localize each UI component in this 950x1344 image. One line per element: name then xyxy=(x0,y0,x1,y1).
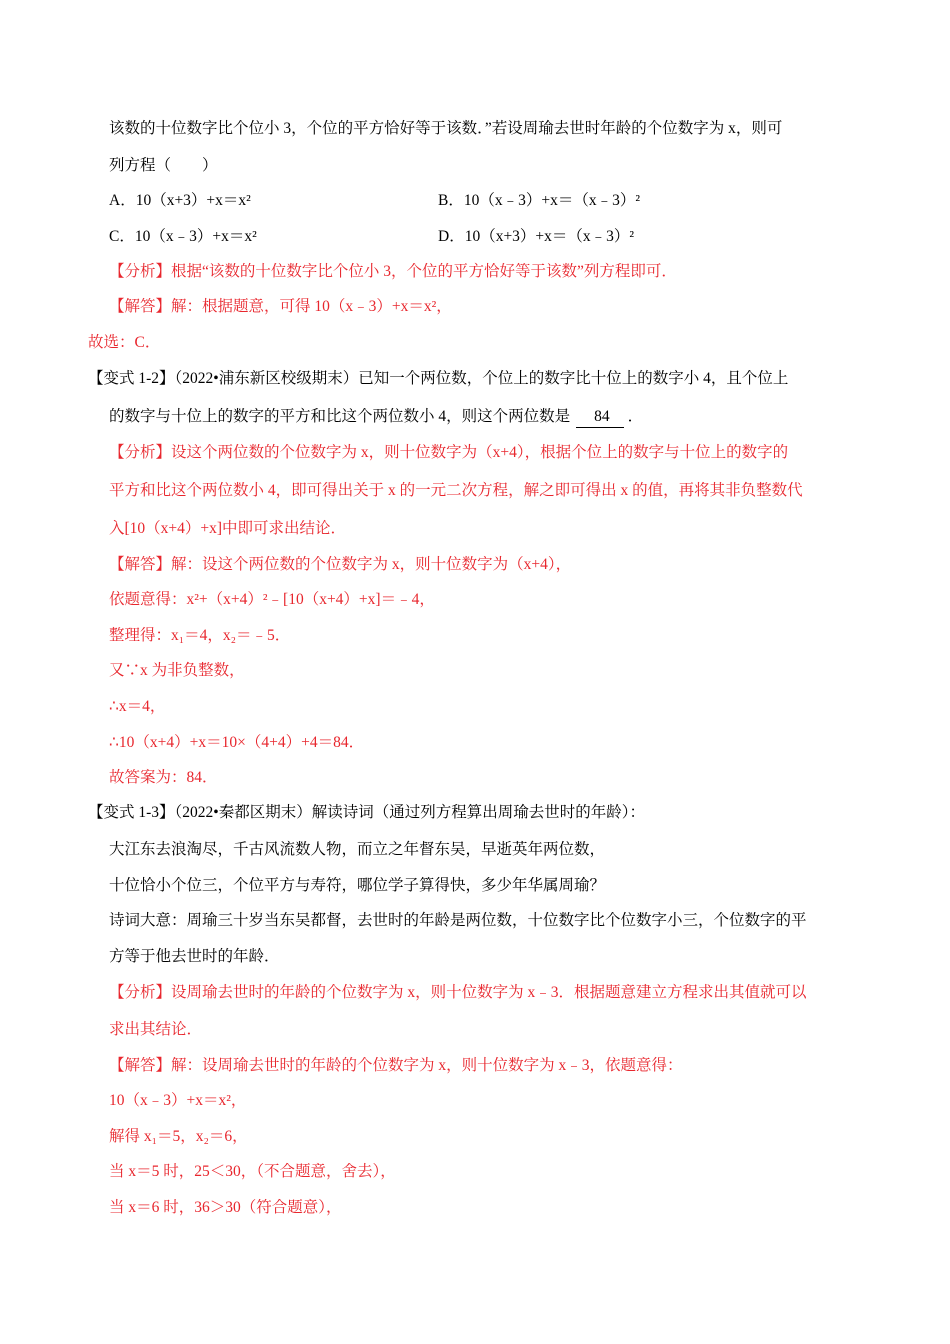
v13-analysis-line2: 求出其结论． xyxy=(109,1021,203,1038)
v12-stem-end: ． xyxy=(627,408,644,425)
q1-choice: 故选：C． xyxy=(88,334,161,351)
q1-analysis: 【分析】根据“该数的十位数字比个位小 3，个位的平方恰好等于该数”列方程即可． xyxy=(109,263,677,280)
v12-stem-line1: 【变式 1-2】（2022•浦东新区校级期末）已知一个两位数，个位上的数字比十位上的数字小 4，且个位上 xyxy=(88,370,789,387)
v12-answer-blank: 84 xyxy=(576,407,624,428)
v12-solution-line2: 依题意得：x²+（x+4）²﹣[10（x+4）+x]＝﹣4， xyxy=(109,591,435,608)
v13-poem-line1: 大江东去浪淘尽，千古风流数人物，而立之年督东吴，早逝英年两位数， xyxy=(109,841,606,858)
option-b: B．10（x﹣3）+x＝（x﹣3）² xyxy=(438,192,640,209)
q1-stem-line2: 列方程（ ） xyxy=(109,157,218,174)
v12-solution-line7: 故答案为：84． xyxy=(109,769,218,786)
v12-analysis-line3: 入[10（x+4）+x]中即可求出结论． xyxy=(109,520,347,537)
v13-meaning-line1: 诗词大意：周瑜三十岁当东吴都督，去世时的年龄是两位数，十位数字比个位数字小三，个位数字的平 xyxy=(109,912,807,929)
q1-stem-line1: 该数的十位数字比个位小 3，个位的平方恰好等于该数．”若设周瑜去世时年龄的个位数字为 x，则可 xyxy=(109,120,783,137)
v13-solution-line5: 当 x＝6 时，36＞30（符合题意）， xyxy=(109,1199,342,1216)
v12-solution-line1: 【解答】解：设这个两位数的个位数字为 x，则十位数字为（x+4）， xyxy=(109,556,572,573)
option-d: D．10（x+3）+x＝（x﹣3）² xyxy=(438,228,635,245)
v12-stem-text: 的数字与十位上的数字的平方和比这个两位数小 4，则这个两位数是 xyxy=(109,408,571,425)
v13-stem: 【变式 1-3】（2022•秦都区期末）解读诗词（通过列方程算出周瑜去世时的年龄）： xyxy=(88,804,645,821)
v12-stem-line2 xyxy=(109,407,643,428)
option-c: C．10（x﹣3）+x＝x² xyxy=(109,228,257,245)
v13-meaning-line2: 方等于他去世时的年龄． xyxy=(109,948,280,965)
option-a: A．10（x+3）+x＝x² xyxy=(109,192,251,209)
v12-analysis-line1: 【分析】设这个两位数的个位数字为 x，则十位数字为（x+4），根据个位上的数字与十位上的数字的 xyxy=(109,444,789,461)
v13-solution-line1: 【解答】解：设周瑜去世时的年龄的个位数字为 x，则十位数字为 x﹣3，依题意得： xyxy=(109,1057,683,1074)
v13-poem-line2: 十位恰小个位三，个位平方与寿符，哪位学子算得快，多少年华属周瑜？ xyxy=(109,877,606,894)
v12-solution-line5: ∴x＝4， xyxy=(109,698,166,715)
v12-solution-line4: 又∵x 为非负整数， xyxy=(109,662,245,679)
v12-solution-line6: ∴10（x+4）+x＝10×（4+4）+4＝84． xyxy=(109,734,365,751)
v12-solution-line3: 整理得：x₁＝4，x₂＝﹣5． xyxy=(109,627,291,644)
v13-analysis-line1: 【分析】设周瑜去世时的年龄的个位数字为 x，则十位数字为 x﹣3．根据题意建立方程求出其值就可以 xyxy=(109,984,807,1001)
q1-answer: 【解答】解：根据题意，可得 10（x﹣3）+x＝x²， xyxy=(109,298,452,315)
v13-solution-line3: 解得 x₁＝5，x₂＝6， xyxy=(109,1128,248,1145)
v13-solution-line2: 10（x﹣3）+x＝x²， xyxy=(109,1092,247,1109)
v12-analysis-line2: 平方和比这个两位数小 4，即可得出关于 x 的一元二次方程，解之即可得出 x 的值，再将其非负整数代 xyxy=(109,482,803,499)
v13-solution-line4: 当 x＝5 时，25＜30，（不合题意，舍去）， xyxy=(109,1163,396,1180)
